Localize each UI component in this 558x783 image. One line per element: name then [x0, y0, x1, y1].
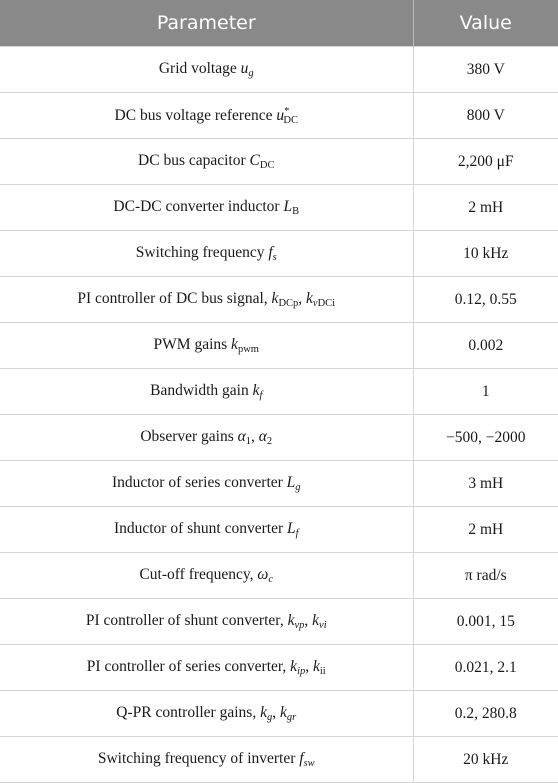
value-cell: 0.12, 0.55: [413, 277, 558, 323]
parameter-cell: Q-PR controller gains, $k_g$, $k_{gr}$: [0, 691, 413, 737]
value-cell: 2,200 μF: [413, 139, 558, 185]
table-row: [0, 461, 558, 507]
value-cell: 2 mH: [413, 507, 558, 553]
parameter-cell: Switching frequency $f_s$: [0, 231, 413, 277]
header-value: Value: [413, 0, 558, 47]
value-cell: 3 mH: [413, 461, 558, 507]
parameter-cell: DC bus voltage reference $u^*_{DC}$: [0, 93, 413, 139]
table-row: [0, 553, 558, 599]
table-row: [0, 645, 558, 691]
value-cell: 0.001, 15: [413, 599, 558, 645]
header-row: [0, 0, 558, 47]
table-row: [0, 139, 558, 185]
table-row: [0, 323, 558, 369]
value-cell: 0.2, 280.8: [413, 691, 558, 737]
parameter-cell: PWM gains $k_{pwm}$: [0, 323, 413, 369]
table-row: [0, 93, 558, 139]
table-row: [0, 277, 558, 323]
value-cell: 0.002: [413, 323, 558, 369]
value-cell: 2 mH: [413, 185, 558, 231]
parameter-cell: Switching frequency of inverter $f_{sw}$: [0, 737, 413, 783]
parameter-cell: PI controller of DC bus signal, $k_{DCp}$, $k_{vDCi}$: [0, 277, 413, 323]
value-cell: −500, −2000: [413, 415, 558, 461]
table-row: [0, 185, 558, 231]
table-row: [0, 231, 558, 277]
parameter-cell: DC-DC converter inductor $L_B$: [0, 185, 413, 231]
value-cell: 10 kHz: [413, 231, 558, 277]
table-row: [0, 415, 558, 461]
table-row: [0, 47, 558, 93]
value-cell: 380 V: [413, 47, 558, 93]
parameter-cell: PI controller of shunt converter, $k_{vp}$, $k_{vi}$: [0, 599, 413, 645]
parameter-cell: DC bus capacitor $C_{DC}$: [0, 139, 413, 185]
parameter-cell: Bandwidth gain $k_f$: [0, 369, 413, 415]
table-row: [0, 369, 558, 415]
value-cell: π rad/s: [413, 553, 558, 599]
table-row: [0, 507, 558, 553]
value-cell: 800 V: [413, 93, 558, 139]
table-row: [0, 691, 558, 737]
parameter-cell: Inductor of series converter $L_g$: [0, 461, 413, 507]
parameter-cell: Cut-off frequency, $\omega_c$: [0, 553, 413, 599]
value-cell: 20 kHz: [413, 737, 558, 783]
parameter-cell: Observer gains $\alpha_1$, $\alpha_2$: [0, 415, 413, 461]
parameter-cell: Inductor of shunt converter $L_f$: [0, 507, 413, 553]
parameter-cell: PI controller of series converter, $k_{ip}$, $k_{ii}$: [0, 645, 413, 691]
parameter-cell: Grid voltage $u_g$: [0, 47, 413, 93]
table-row: [0, 737, 558, 783]
header-parameter: Parameter: [0, 0, 413, 47]
value-cell: 1: [413, 369, 558, 415]
value-cell: 0.021, 2.1: [413, 645, 558, 691]
table-row: [0, 599, 558, 645]
